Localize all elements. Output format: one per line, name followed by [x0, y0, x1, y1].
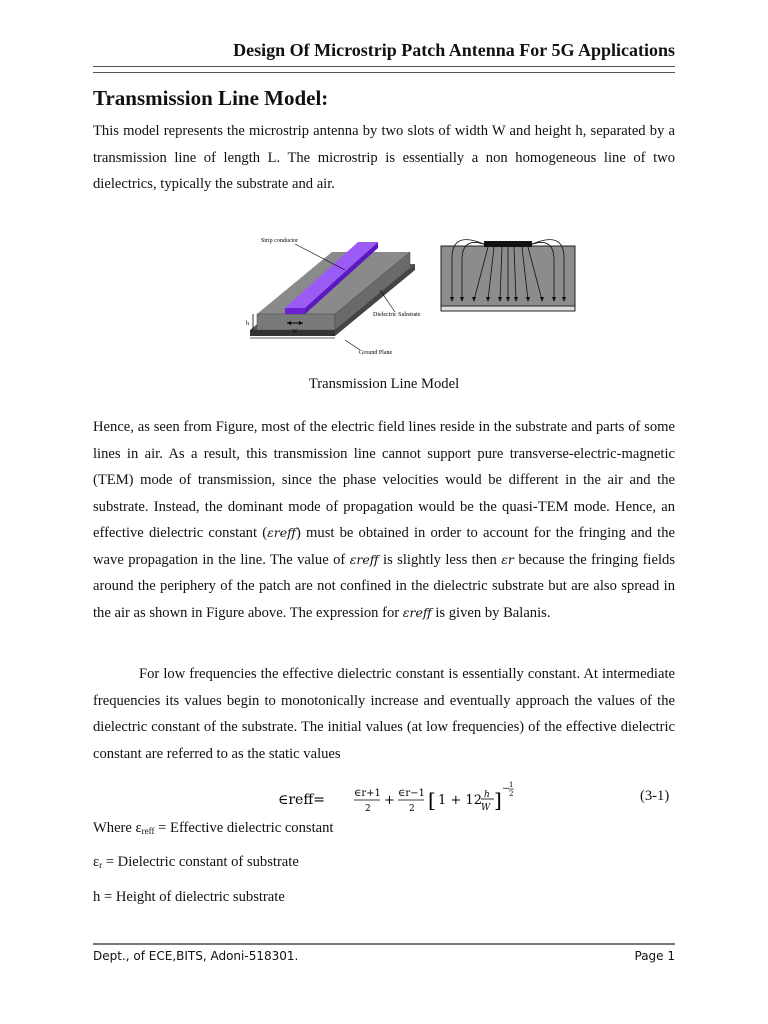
- dielectric-substrate-label: Dielectric Substrate: [373, 312, 421, 318]
- epsilon-reff-symbol: εreff: [267, 525, 297, 540]
- epsilon-reff-symbol: εreff: [402, 604, 432, 620]
- ground-plane-label: Ground Plane: [359, 350, 393, 356]
- svg-text:∈r+1: ∈r+1: [354, 788, 381, 799]
- svg-text:2: 2: [409, 804, 415, 814]
- field-lines-figure: [440, 228, 576, 320]
- eq-lhs: ∈reff=: [278, 792, 326, 808]
- definition-reff: Where $\varepsilon_{reff}$ = Effective dielectric constant: [93, 820, 334, 836]
- svg-text:+: +: [384, 793, 395, 808]
- intro-paragraph: This model represents the microstrip antenna by two slots of width W and height h, separated by a transmission line of length L. The microstrip is essentially a non homogeneous line of two dielectrics, typically the substrate and air.: [93, 123, 675, 192]
- equation-3-1: [268, 778, 688, 822]
- svg-text:2: 2: [509, 790, 514, 798]
- running-header: Design Of Microstrip Patch Antenna For 5G Applications: [93, 40, 675, 67]
- svg-text:W: W: [481, 803, 491, 813]
- w-label: W: [292, 329, 298, 335]
- body-paragraph-fringing: Hence, as seen from Figure, most of the electric field lines reside in the substrate and parts of some lines in air. As a result, this transmission line cannot support pure transverse-electric-magnetic (TEM) mode of transmission, since the phase velocities would be different in the air and the substrate. Instead, the dominant mode of propagation would be the quasi-TEM mode. Hence, an effective dielectric constant (εreff) must be obtained in order to account for the fringing and the wave propagation in the line. The value of εreff is slightly less then εr because the fringing fields around the periphery of the patch are not confined in the dielectric substrate but are also spread in the air as shown in Figure above. The expression for εreff is given by Balanis.: [93, 419, 675, 621]
- microstrip-3d-figure: [245, 222, 425, 362]
- h-label: h: [246, 321, 249, 327]
- svg-text:1 + 12: 1 + 12: [438, 793, 482, 808]
- svg-text:h: h: [484, 790, 490, 800]
- footer-department: Dept., of ECE,BITS, Adoni-518301.: [93, 949, 299, 963]
- svg-text:[: [: [428, 788, 436, 812]
- header-rule: [93, 72, 675, 73]
- equation-number: (3-1): [640, 788, 670, 804]
- footer-page-number: Page 1: [634, 949, 675, 963]
- strip-cross-section: [484, 241, 532, 247]
- svg-text:1: 1: [509, 781, 514, 789]
- svg-text:∈r−1: ∈r−1: [398, 788, 425, 799]
- substrate-front: [257, 314, 335, 330]
- figure-caption: Transmission Line Model: [308, 376, 460, 392]
- body-paragraph-frequencies: For low frequencies the effective dielectric constant is essentially constant. At intermediate frequencies its values begin to monotonically increase and eventually approach the values of the dielectric constant of the substrate. The initial values (at low frequencies) of the effective dielectric constant are referred to as the static values: [93, 666, 675, 762]
- strip-conductor-label: Strip conductor: [261, 238, 299, 244]
- svg-text:−: −: [502, 784, 510, 794]
- footer-rule: [93, 943, 675, 945]
- svg-text:]: ]: [494, 788, 502, 812]
- definition-h: h = Height of dielectric substrate: [93, 889, 285, 905]
- strip-front: [285, 308, 305, 314]
- epsilon-r-symbol: εr: [501, 551, 514, 567]
- definition-er: $\varepsilon_r$ = Dielectric constant of substrate: [93, 854, 299, 870]
- svg-text:2: 2: [365, 804, 371, 814]
- epsilon-reff-symbol: εreff: [349, 551, 379, 567]
- section-title: Transmission Line Model:: [93, 86, 329, 110]
